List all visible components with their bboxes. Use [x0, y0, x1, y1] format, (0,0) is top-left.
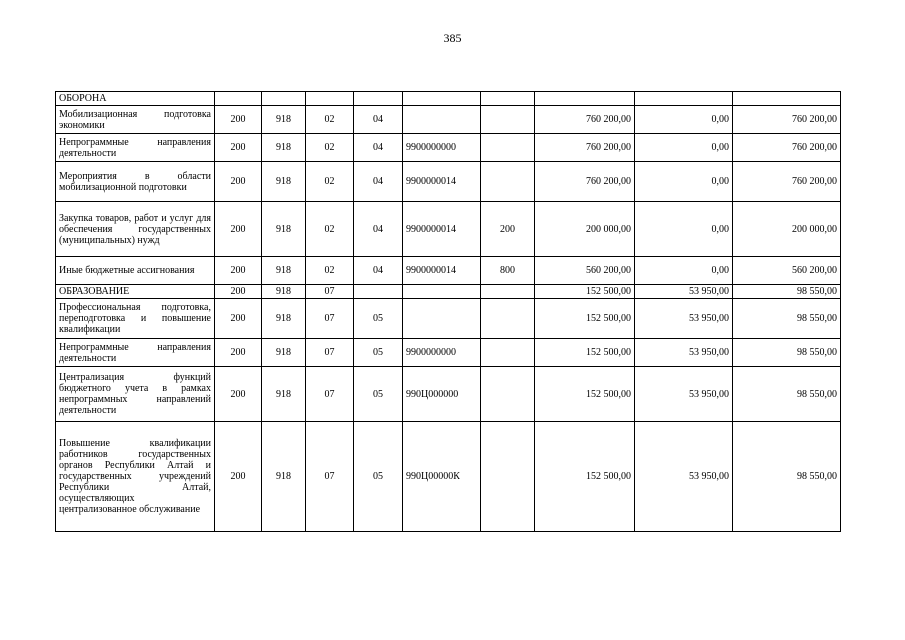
table-body [56, 92, 841, 532]
cell-amount-total [535, 92, 635, 106]
cell-name: Иные бюджетные ассигнования [56, 257, 215, 285]
cell-ved: 200 [215, 106, 262, 134]
cell-amount-total: 760 200,00 [535, 134, 635, 162]
cell-section: 02 [306, 257, 354, 285]
cell-name: Закупка товаров, работ и услуг для обеспечения государственных (муниципальных) нужд [56, 202, 215, 257]
cell-expense-type: 800 [481, 257, 535, 285]
page-number: 385 [443, 31, 462, 45]
cell-grbs: 918 [262, 422, 306, 532]
cell-grbs: 918 [262, 106, 306, 134]
cell-section: 02 [306, 106, 354, 134]
cell-amount-regional: 98 550,00 [733, 339, 841, 367]
cell-section: 07 [306, 367, 354, 422]
cell-amount-federal: 0,00 [635, 162, 733, 202]
cell-section: 07 [306, 422, 354, 532]
cell-amount-total: 152 500,00 [535, 367, 635, 422]
cell-expense-type [481, 134, 535, 162]
cell-ved: 200 [215, 257, 262, 285]
cell-grbs [262, 92, 306, 106]
cell-subsection: 05 [354, 299, 403, 339]
cell-grbs: 918 [262, 134, 306, 162]
cell-amount-federal: 53 950,00 [635, 367, 733, 422]
cell-grbs: 918 [262, 162, 306, 202]
table-row [56, 339, 841, 367]
cell-amount-federal: 53 950,00 [635, 339, 733, 367]
table-row [56, 285, 841, 299]
cell-ved: 200 [215, 367, 262, 422]
cell-subsection: 05 [354, 339, 403, 367]
cell-grbs: 918 [262, 299, 306, 339]
cell-expense-type [481, 422, 535, 532]
table-row [56, 162, 841, 202]
cell-expense-type [481, 299, 535, 339]
cell-section: 02 [306, 162, 354, 202]
cell-expense-type [481, 285, 535, 299]
cell-name: ОБОРОНА [56, 92, 215, 106]
cell-section: 07 [306, 299, 354, 339]
cell-grbs: 918 [262, 339, 306, 367]
cell-target-article [403, 106, 481, 134]
cell-expense-type [481, 339, 535, 367]
cell-amount-federal: 0,00 [635, 202, 733, 257]
cell-amount-total: 152 500,00 [535, 299, 635, 339]
cell-subsection: 04 [354, 134, 403, 162]
cell-amount-federal: 0,00 [635, 257, 733, 285]
cell-grbs: 918 [262, 202, 306, 257]
cell-name: Централизация функций бюджетного учета в рамках непрограммных направлений деятельности [56, 367, 215, 422]
cell-section: 02 [306, 202, 354, 257]
cell-amount-regional: 98 550,00 [733, 285, 841, 299]
cell-section: 02 [306, 134, 354, 162]
table-row [56, 202, 841, 257]
cell-name: Непрограммные направления деятельности [56, 134, 215, 162]
cell-subsection [354, 285, 403, 299]
cell-grbs: 918 [262, 285, 306, 299]
cell-amount-federal: 53 950,00 [635, 422, 733, 532]
cell-expense-type [481, 162, 535, 202]
cell-expense-type [481, 367, 535, 422]
cell-target-article: 9900000014 [403, 162, 481, 202]
cell-ved [215, 92, 262, 106]
cell-expense-type [481, 106, 535, 134]
cell-amount-total: 152 500,00 [535, 422, 635, 532]
cell-target-article: 9900000000 [403, 134, 481, 162]
budget-table [55, 91, 841, 532]
cell-target-article: 990Ц00000К [403, 422, 481, 532]
cell-amount-total: 760 200,00 [535, 162, 635, 202]
cell-amount-federal: 53 950,00 [635, 285, 733, 299]
cell-section: 07 [306, 285, 354, 299]
cell-name: Профессиональная подготовка, переподготовка и повышение квалификации [56, 299, 215, 339]
cell-target-article: 9900000000 [403, 339, 481, 367]
cell-ved: 200 [215, 299, 262, 339]
cell-target-article [403, 92, 481, 106]
cell-amount-federal: 0,00 [635, 134, 733, 162]
cell-name: Повышение квалификации работников государственных органов Республики Алтай и государственных учреждений Республики Алтай, осуществляющих централизованное обслуживание [56, 422, 215, 532]
cell-section: 07 [306, 339, 354, 367]
cell-name: Непрограммные направления деятельности [56, 339, 215, 367]
cell-amount-regional: 98 550,00 [733, 422, 841, 532]
table-row [56, 299, 841, 339]
cell-subsection [354, 92, 403, 106]
cell-ved: 200 [215, 339, 262, 367]
table-row [56, 134, 841, 162]
cell-subsection: 04 [354, 257, 403, 285]
cell-subsection: 05 [354, 367, 403, 422]
cell-target-article: 990Ц000000 [403, 367, 481, 422]
table-row [56, 106, 841, 134]
cell-amount-total: 152 500,00 [535, 285, 635, 299]
table-row [56, 257, 841, 285]
cell-ved: 200 [215, 422, 262, 532]
cell-expense-type [481, 92, 535, 106]
cell-ved: 200 [215, 162, 262, 202]
cell-amount-regional: 98 550,00 [733, 299, 841, 339]
cell-amount-federal [635, 92, 733, 106]
cell-grbs: 918 [262, 367, 306, 422]
table-row [56, 422, 841, 532]
cell-amount-regional: 760 200,00 [733, 162, 841, 202]
cell-amount-regional: 560 200,00 [733, 257, 841, 285]
cell-ved: 200 [215, 134, 262, 162]
cell-amount-regional: 200 000,00 [733, 202, 841, 257]
table-row [56, 92, 841, 106]
cell-amount-regional: 760 200,00 [733, 106, 841, 134]
cell-target-article [403, 285, 481, 299]
cell-section [306, 92, 354, 106]
cell-grbs: 918 [262, 257, 306, 285]
cell-amount-federal: 53 950,00 [635, 299, 733, 339]
cell-expense-type: 200 [481, 202, 535, 257]
cell-amount-total: 760 200,00 [535, 106, 635, 134]
cell-subsection: 04 [354, 202, 403, 257]
cell-amount-total: 560 200,00 [535, 257, 635, 285]
cell-subsection: 05 [354, 422, 403, 532]
table-row [56, 367, 841, 422]
cell-amount-total: 152 500,00 [535, 339, 635, 367]
cell-ved: 200 [215, 285, 262, 299]
cell-target-article [403, 299, 481, 339]
cell-name: ОБРАЗОВАНИЕ [56, 285, 215, 299]
cell-amount-regional: 760 200,00 [733, 134, 841, 162]
cell-target-article: 9900000014 [403, 202, 481, 257]
cell-ved: 200 [215, 202, 262, 257]
cell-target-article: 9900000014 [403, 257, 481, 285]
cell-amount-total: 200 000,00 [535, 202, 635, 257]
cell-amount-federal: 0,00 [635, 106, 733, 134]
cell-amount-regional [733, 92, 841, 106]
cell-amount-regional: 98 550,00 [733, 367, 841, 422]
cell-name: Мобилизационная подготовка экономики [56, 106, 215, 134]
cell-subsection: 04 [354, 106, 403, 134]
cell-subsection: 04 [354, 162, 403, 202]
cell-name: Мероприятия в области мобилизационной подготовки [56, 162, 215, 202]
